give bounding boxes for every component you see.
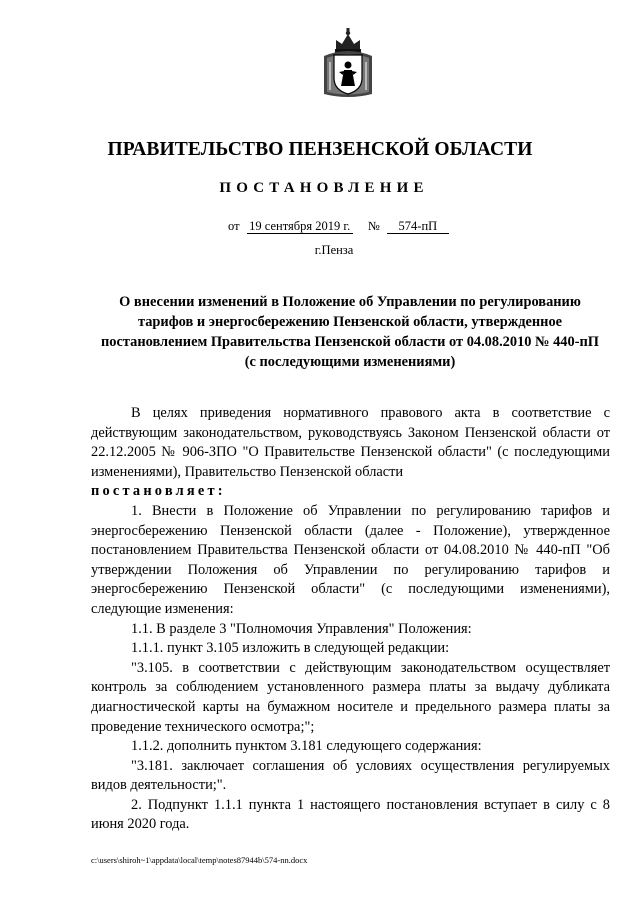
item-1: 1. Внести в Положение об Управлении по регулированию тарифов и энергосбережению Пензенской области (далее - Положение), утвержденное постановлением Правительства Пензенской области от 04.08.2010 № 440-пП "Об утверждении Положения об Управлении по регулированию тарифов и энергосбережению Пензенской области" (с последующими изменениями), следующие изменения: xyxy=(91,502,610,617)
date-prefix: от xyxy=(228,219,240,233)
file-path-footer: c:\users\shiroh~1\appdata\local\temp\notes87944b\574-nn.docx xyxy=(91,855,308,865)
coat-of-arms-emblem xyxy=(322,28,374,98)
resolves-line xyxy=(91,482,610,502)
item-1-1-1: 1.1.1. пункт 3.105 изложить в следующей редакции: xyxy=(131,640,450,657)
decree-body xyxy=(91,404,610,835)
decree-date: 19 сентября 2019 г. xyxy=(247,219,353,234)
number-prefix: № xyxy=(367,219,380,233)
decree-subject: О внесении изменений в Положение об Управлении по регулированию тарифов и энергосбережению Пензенской области, утвержденное постановлением Правительства Пензенской области от 04.08.2010 № 440-пП (с последующими изменениями) xyxy=(101,294,599,370)
resolves-word: постановляет: xyxy=(91,483,226,500)
preamble-paragraph: В целях приведения нормативного правового акта в соответствие с действующим законодательством, руководствуясь Законом Пензенской области от 22.12.2005 № 906-ЗПО "О Правительстве Пензенской области" (с последующими изменениями), Правительство Пензенской области xyxy=(91,405,610,480)
item-1-1: 1.1. В разделе 3 "Полномочия Управления" Положения: xyxy=(131,620,472,637)
date-number-line xyxy=(228,219,449,234)
item-2: 2. Подпункт 1.1.1 пункта 1 настоящего постановления вступает в силу с 8 июня 2020 года. xyxy=(91,796,610,833)
city: г.Пенза xyxy=(314,243,354,257)
decree-number: 574-пП xyxy=(387,219,449,234)
quote-3105: "3.105. в соответствии с действующим законодательством осуществляет контроль за соблюдением установленного размера платы за выдачу дубликата диагностической карты на бумажном носителе и предельного размера платы за проведение технического осмотра;"; xyxy=(91,659,610,735)
item-1-1-2: 1.1.2. дополнить пунктом 3.181 следующего содержания: xyxy=(131,738,482,755)
government-title: ПРАВИТЕЛЬСТВО ПЕНЗЕНСКОЙ ОБЛАСТИ xyxy=(107,139,533,160)
quote-3181: "3.181. заключает соглашения об условиях осуществления регулируемых видов деятельности;". xyxy=(91,757,610,794)
document-type: ПОСТАНОВЛЕНИЕ xyxy=(219,180,429,196)
